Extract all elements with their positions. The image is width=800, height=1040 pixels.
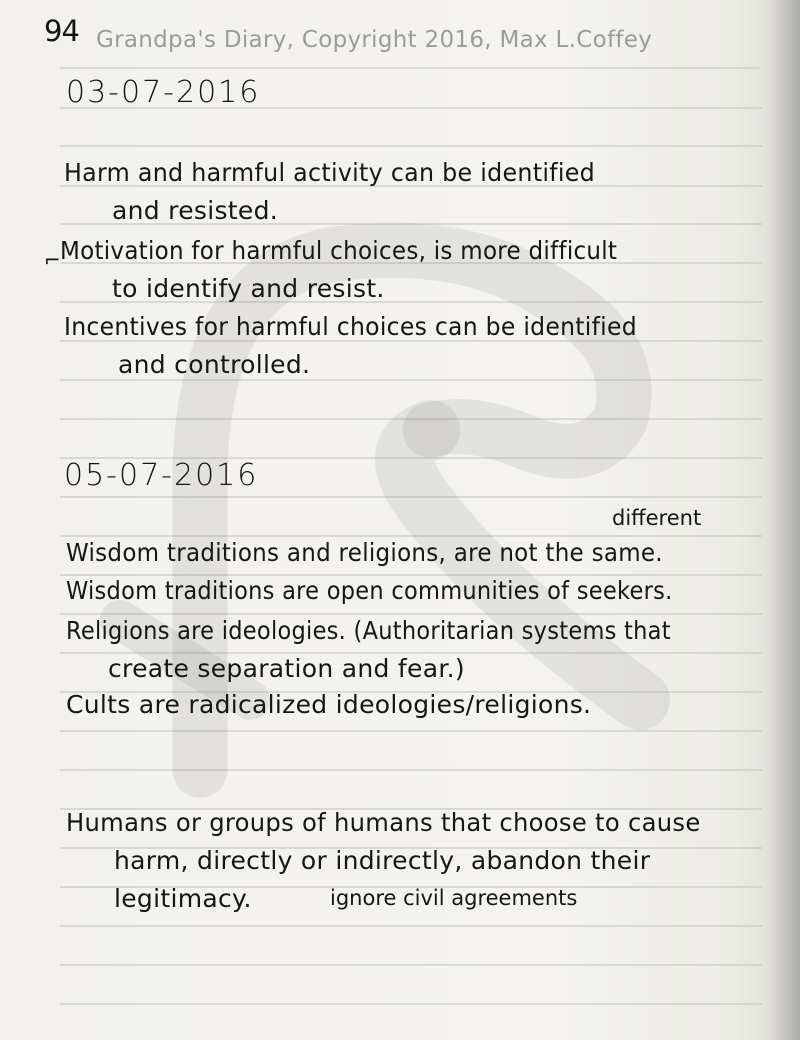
entry-line: Cults are radicalized ideologies/religions. (66, 690, 592, 719)
margin-note: ignore civil agreements (330, 886, 578, 910)
entry-line: Incentives for harmful choices can be identified (64, 312, 637, 341)
entry-line: Harm and harmful activity can be identified (64, 158, 596, 187)
entry-line: and resisted. (112, 196, 278, 225)
entry-line: Wisdom traditions are open communities of seekers. (66, 576, 673, 605)
entry-line: Humans or groups of humans that choose to cause (66, 808, 701, 837)
entry-line: Motivation for harmful choices, is more difficult (60, 236, 618, 265)
book-spine-shadow (766, 0, 800, 1040)
entry-date: 05-07-2016 (64, 458, 259, 493)
entry-line: Wisdom traditions and religions, are not the same. (66, 538, 663, 567)
entry-line: to identify and resist. (112, 274, 385, 303)
entry-line: create separation and fear.) (108, 654, 465, 683)
entry-line: legitimacy. (114, 884, 252, 913)
margin-mark: ⌐ (44, 248, 61, 272)
entry-line: harm, directly or indirectly, abandon their (114, 846, 651, 875)
entry-line: and controlled. (118, 350, 311, 379)
entry-date: 03-07-2016 (66, 75, 261, 110)
page-number: 94 (44, 14, 79, 48)
insertion-note: different (612, 506, 702, 530)
diary-header: Grandpa's Diary, Copyright 2016, Max L.Coffey (96, 27, 653, 53)
entry-line: Religions are ideologies. (Authoritarian systems that (66, 616, 671, 645)
